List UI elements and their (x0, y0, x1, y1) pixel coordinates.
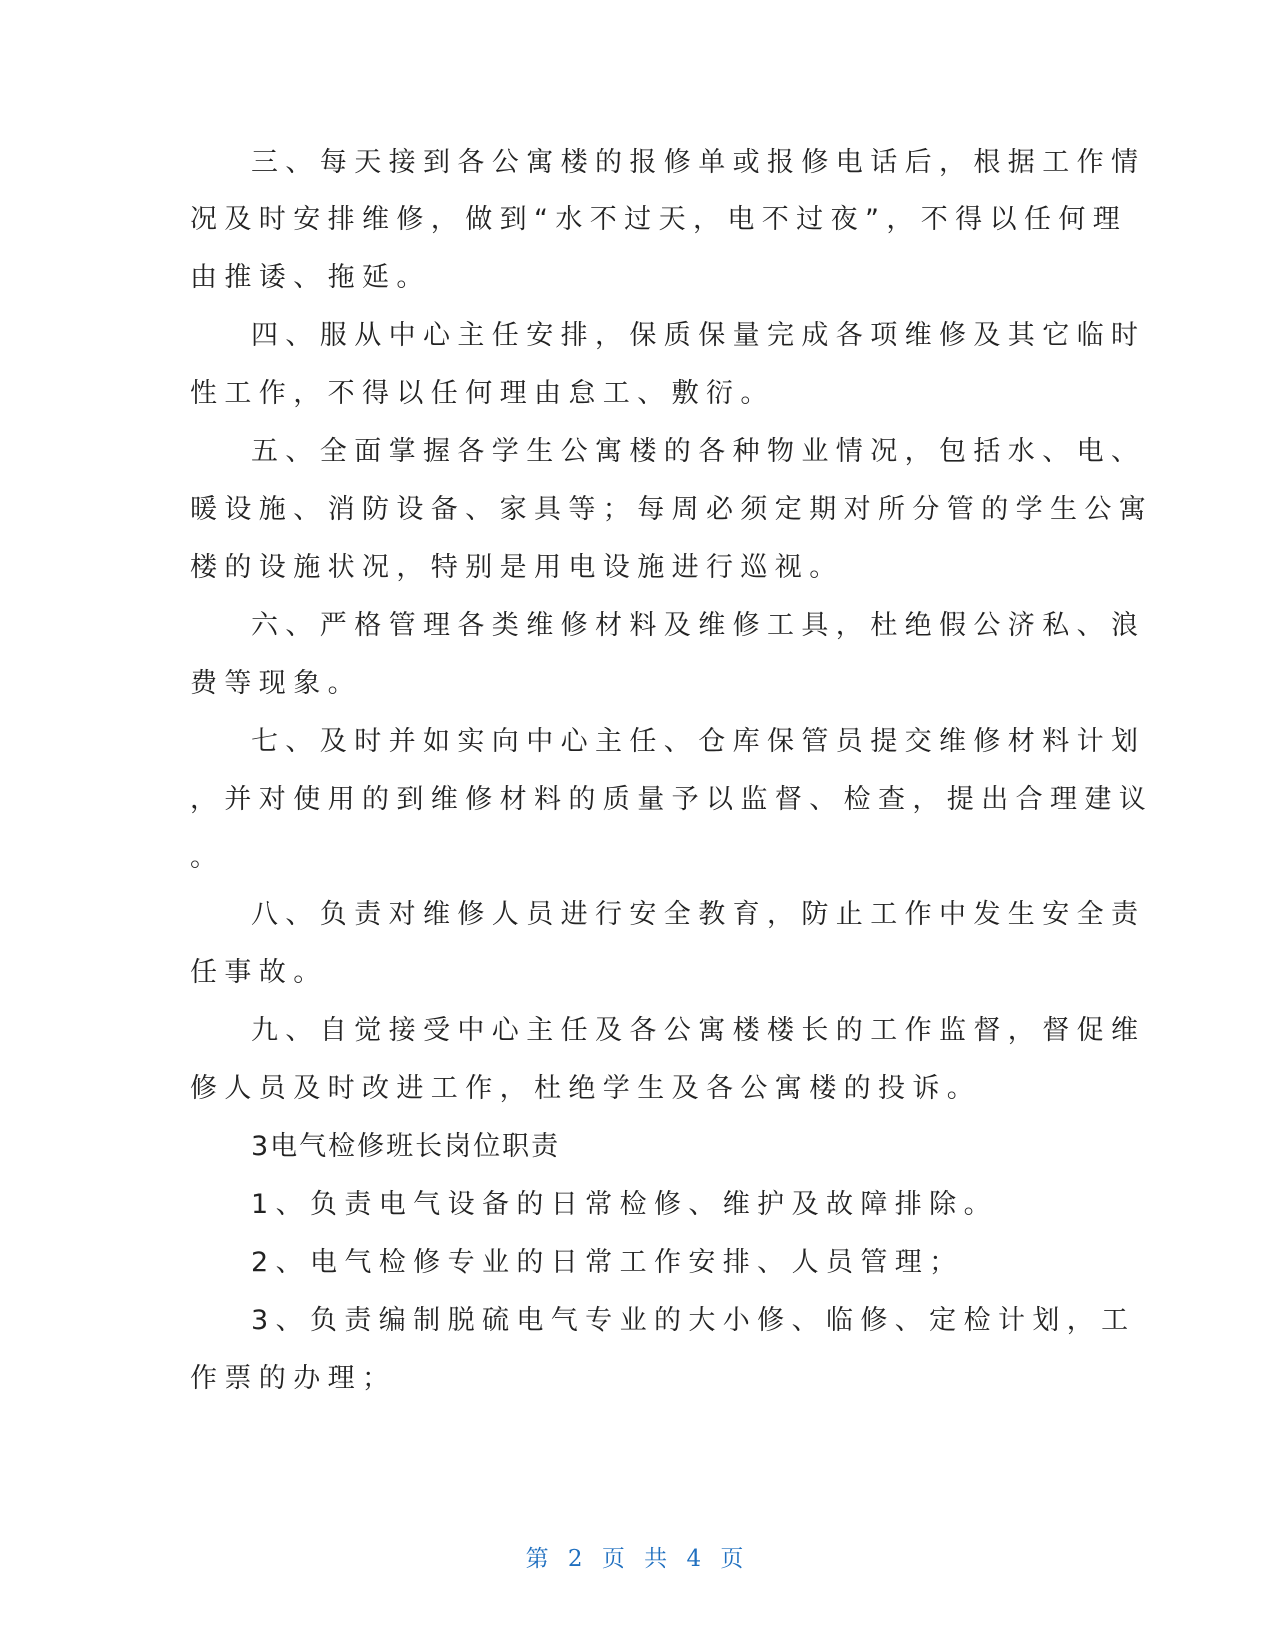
paragraph-3-line-1: 三、每天接到各公寓楼的报修单或报修电话后，根据工作情 (251, 147, 1146, 178)
page-footer: 第 2 页 共 4 页 (525, 1546, 750, 1572)
paragraph-8-line-1: 八、负责对维修人员进行安全教育，防止工作中发生安全责 (251, 899, 1146, 930)
paragraph-9-line-1: 九、自觉接受中心主任及各公寓楼楼长的工作监督，督促维 (251, 1015, 1146, 1046)
duty-item-2: 2、电气检修专业的日常工作安排、人员管理； (251, 1247, 964, 1278)
paragraph-8-line-2: 任事故。 (190, 957, 328, 988)
duty-item-3-line-1: 3、负责编制脱硫电气专业的大小修、临修、定检计划，工 (251, 1305, 1136, 1336)
paragraph-5-line-2: 暖设施、消防设备、家具等；每周必须定期对所分管的学生公寓 (190, 494, 1154, 525)
paragraph-7-line-2: ，并对使用的到维修材料的质量予以监督、检查，提出合理建议 (190, 784, 1154, 815)
paragraph-7-line-1: 七、及时并如实向中心主任、仓库保管员提交维修材料计划 (251, 726, 1146, 757)
paragraph-7-line-3: 。 (190, 842, 225, 873)
paragraph-9-line-2: 修人员及时改进工作，杜绝学生及各公寓楼的投诉。 (190, 1073, 982, 1104)
section-heading: 3电气检修班长岗位职责 (251, 1131, 561, 1162)
paragraph-4-line-1: 四、服从中心主任安排，保质保量完成各项维修及其它临时 (251, 320, 1146, 351)
paragraph-6-line-1: 六、严格管理各类维修材料及维修工具，杜绝假公济私、浪 (251, 610, 1146, 641)
paragraph-3-line-2: 况及时安排维修，做到“水不过天，电不过夜”，不得以任何理 (190, 204, 1128, 235)
duty-item-3-line-2: 作票的办理； (190, 1363, 397, 1394)
paragraph-5-line-1: 五、全面掌握各学生公寓楼的各种物业情况，包括水、电、 (251, 436, 1146, 467)
paragraph-5-line-3: 楼的设施状况，特别是用电设施进行巡视。 (190, 552, 844, 583)
paragraph-3-line-3: 由推诿、拖延。 (190, 262, 431, 293)
paragraph-6-line-2: 费等现象。 (190, 668, 362, 699)
paragraph-4-line-2: 性工作，不得以任何理由怠工、敷衍。 (190, 378, 775, 409)
duty-item-1: 1、负责电气设备的日常检修、维护及故障排除。 (251, 1189, 998, 1220)
